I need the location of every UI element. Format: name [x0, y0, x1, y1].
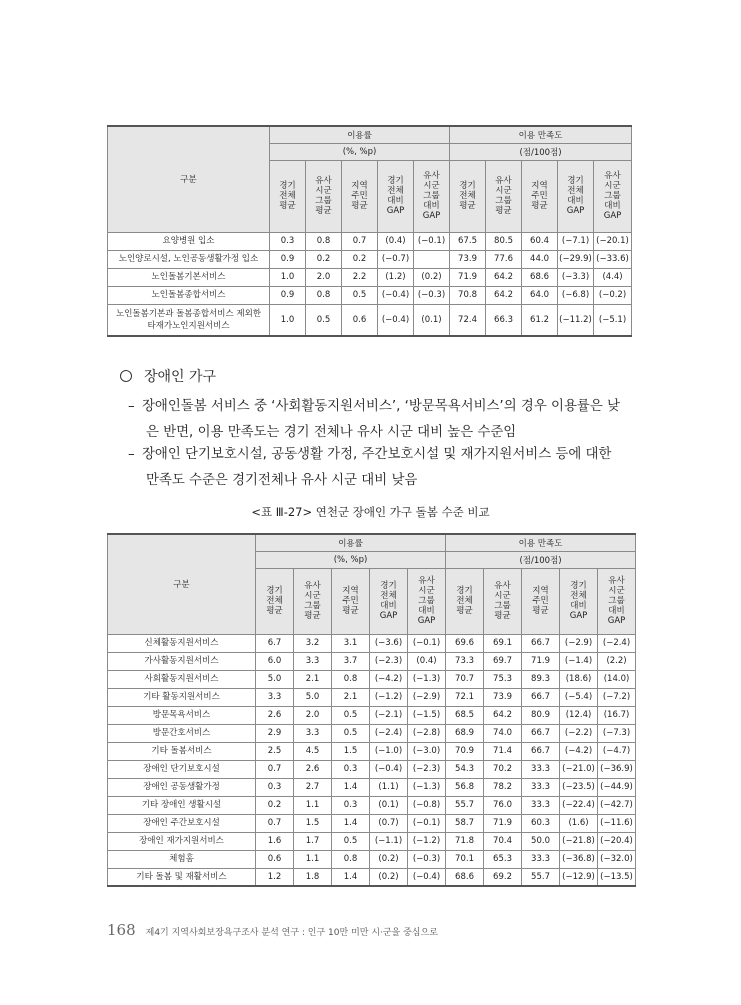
row-label: [108, 286, 270, 304]
table-cell: (−29.9): [558, 250, 594, 268]
row-label-text: 방문간호서비스: [152, 728, 211, 738]
circle-bullet-icon: [120, 370, 132, 382]
row-label: [108, 652, 256, 670]
table-cell: 1.7: [294, 832, 332, 850]
table-cell: 66.7: [522, 724, 560, 742]
table-cell: 64.2: [486, 268, 522, 286]
table-cell: (−0.3): [408, 850, 446, 868]
column-header: 유사 시군 그룹 평균: [484, 568, 522, 634]
table-cell: 0.7: [256, 814, 294, 832]
table-cell: (12.4): [560, 706, 598, 724]
table-cell: 0.8: [332, 670, 370, 688]
table-cell: 4.5: [294, 742, 332, 760]
table-cell: (0.2): [414, 268, 450, 286]
table-cell: (−2.9): [408, 688, 446, 706]
table-cell: 33.3: [522, 760, 560, 778]
bullet-line: 만족도 수준은 경기전체나 유사 시군 대비 낮음: [146, 473, 418, 488]
table-cell: 33.3: [522, 850, 560, 868]
header-usage-unit: (%, %p): [270, 143, 450, 160]
table-cell: 1.5: [294, 814, 332, 832]
table-cell: (−5.4): [560, 688, 598, 706]
table-cell: 55.7: [446, 796, 484, 814]
table-row: [108, 232, 632, 250]
table-cell: 1.0: [270, 268, 306, 286]
column-header: 경기 전체 평균: [256, 568, 294, 634]
table-cell: (−0.4): [378, 304, 414, 336]
table-cell: 1.1: [294, 796, 332, 814]
table-cell: (−4.2): [560, 742, 598, 760]
table-cell: (1.6): [560, 814, 598, 832]
table-cell: (−2.4): [598, 634, 636, 652]
row-label: [108, 742, 256, 760]
table-cell: (−1.2): [370, 688, 408, 706]
table-cell: 66.7: [522, 634, 560, 652]
table-cell: 70.8: [450, 286, 486, 304]
column-header: 유사 시군 그룹 대비 GAP: [408, 568, 446, 634]
table-cell: 66.3: [486, 304, 522, 336]
table-cell: 3.2: [294, 634, 332, 652]
table-cell: (0.4): [378, 232, 414, 250]
table-cell: (18.6): [560, 670, 598, 688]
table-cell: 0.3: [332, 760, 370, 778]
table-cell: 0.6: [256, 850, 294, 868]
table-cell: (−4.2): [370, 670, 408, 688]
table-cell: (−1.2): [408, 832, 446, 850]
table-cell: 69.6: [446, 634, 484, 652]
header-usage-unit: (%, %p): [256, 551, 446, 568]
row-label: [108, 850, 256, 868]
table-cell: 33.3: [522, 778, 560, 796]
table-cell: 61.2: [522, 304, 558, 336]
table-cell: 71.8: [446, 832, 484, 850]
table-cell: (−2.3): [370, 652, 408, 670]
column-header: 유사 시군 그룹 대비 GAP: [598, 568, 636, 634]
table-cell: 0.7: [256, 760, 294, 778]
table-cell: (−33.6): [594, 250, 632, 268]
table-cell: 2.1: [332, 688, 370, 706]
table-cell: 71.4: [484, 742, 522, 760]
footer-title: 제4기 지역사회보장욕구조사 분석 연구 : 인구 10만 미만 시·군을 중심으로: [145, 928, 438, 938]
row-label-text: 노인돌봄기본과 돌봄종합서비스 제외한 타재가노인지원서비스: [116, 308, 261, 331]
row-label-text: 장애인 주간보호시설: [143, 818, 220, 828]
header-satisfaction-unit: (점/100점): [450, 143, 632, 160]
table-cell: (−32.0): [598, 850, 636, 868]
column-header: 경기 전체 대비 GAP: [370, 568, 408, 634]
table-cell: [414, 250, 450, 268]
row-label: [108, 304, 270, 336]
table-cell: 73.9: [450, 250, 486, 268]
table-cell: 69.2: [484, 868, 522, 886]
table-cell: 0.5: [306, 304, 342, 336]
table-row: [108, 634, 636, 652]
table-cell: 0.8: [306, 232, 342, 250]
table-cell: (1.1): [370, 778, 408, 796]
page-footer: [107, 921, 438, 939]
table-cell: (−1.1): [370, 832, 408, 850]
table-cell: 2.0: [306, 268, 342, 286]
column-header: 경기 전체 평균: [446, 568, 484, 634]
table-cell: 0.5: [342, 286, 378, 304]
table-cell: 58.7: [446, 814, 484, 832]
table-row: [108, 652, 636, 670]
table-cell: 0.6: [342, 304, 378, 336]
table-cell: 0.5: [332, 724, 370, 742]
row-label: [108, 814, 256, 832]
dash-marker: –: [128, 399, 135, 414]
row-label: [108, 670, 256, 688]
section-heading: 장애인 가구: [120, 366, 216, 386]
table-cell: 64.2: [486, 286, 522, 304]
table-cell: 68.9: [446, 724, 484, 742]
column-header: 유사 시군 그룹 평균: [294, 568, 332, 634]
table-cell: 73.9: [484, 688, 522, 706]
table-row: [108, 268, 632, 286]
table-cell: 1.4: [332, 868, 370, 886]
table-cell: 0.8: [306, 286, 342, 304]
table-cell: 69.7: [484, 652, 522, 670]
table-cell: 2.5: [256, 742, 294, 760]
row-label-text: 가사활동지원서비스: [144, 656, 219, 666]
table-cell: 71.9: [522, 652, 560, 670]
table-cell: (−20.1): [594, 232, 632, 250]
column-header: 지역 주민 평균: [522, 160, 558, 232]
table-row: [108, 832, 636, 850]
row-label: [108, 688, 256, 706]
column-header: 경기 전체 대비 GAP: [378, 160, 414, 232]
table-cell: (−0.7): [378, 250, 414, 268]
row-label-text: 요양병원 입소: [162, 236, 215, 246]
table-cell: 5.0: [294, 688, 332, 706]
row-label: [108, 706, 256, 724]
table-cell: (−1.4): [560, 652, 598, 670]
row-label: [108, 778, 256, 796]
table-cell: (2.2): [598, 652, 636, 670]
table-row: [108, 724, 636, 742]
row-label: [108, 634, 256, 652]
table-cell: 0.3: [332, 796, 370, 814]
table-cell: (−36.9): [598, 760, 636, 778]
table-cell: 0.5: [332, 832, 370, 850]
table-cell: (4.4): [594, 268, 632, 286]
table-cell: 1.8: [294, 868, 332, 886]
table-cell: 60.3: [522, 814, 560, 832]
table-cell: 2.7: [294, 778, 332, 796]
header-usage: 이용률: [270, 126, 450, 143]
table-cell: (−36.8): [560, 850, 598, 868]
table-cell: 55.7: [522, 868, 560, 886]
elderly-care-table: [107, 125, 632, 337]
row-label: [108, 832, 256, 850]
table-cell: 1.4: [332, 778, 370, 796]
row-label: [108, 268, 270, 286]
table-cell: 70.9: [446, 742, 484, 760]
column-header: 유사 시군 그룹 대비 GAP: [594, 160, 632, 232]
table-cell: (−11.2): [558, 304, 594, 336]
table-cell: (−0.4): [370, 760, 408, 778]
table-cell: 66.7: [522, 688, 560, 706]
table-row: [108, 706, 636, 724]
table-cell: 72.4: [450, 304, 486, 336]
table-cell: 0.2: [306, 250, 342, 268]
table-cell: 80.9: [522, 706, 560, 724]
table-cell: 64.2: [484, 706, 522, 724]
header-group: 구분: [108, 126, 270, 232]
bullet-paragraph: [128, 442, 638, 494]
row-label: [108, 232, 270, 250]
table-row: [108, 250, 632, 268]
header-satisfaction: 이용 만족도: [450, 126, 632, 143]
table-cell: (−0.4): [378, 286, 414, 304]
table-cell: 0.2: [342, 250, 378, 268]
row-label: [108, 250, 270, 268]
table-cell: (−7.1): [558, 232, 594, 250]
table-cell: 80.5: [486, 232, 522, 250]
column-header: 경기 전체 대비 GAP: [558, 160, 594, 232]
table-row: [108, 742, 636, 760]
row-label: [108, 760, 256, 778]
table-cell: (−2.3): [408, 760, 446, 778]
row-label-text: 장애인 공동생활가정: [143, 782, 220, 792]
table-body: [108, 634, 636, 886]
table-cell: (−21.0): [560, 760, 598, 778]
table-cell: (−7.3): [598, 724, 636, 742]
table-cell: (−0.8): [408, 796, 446, 814]
table-cell: (−23.5): [560, 778, 598, 796]
table-cell: (−1.3): [408, 670, 446, 688]
table-cell: 2.6: [294, 760, 332, 778]
header-group: 구분: [108, 534, 256, 634]
row-label: [108, 724, 256, 742]
table-caption: <표 Ⅲ-27> 연천군 장애인 가구 돌봄 수준 비교: [251, 505, 490, 519]
table-cell: 3.3: [256, 688, 294, 706]
table-cell: (−44.9): [598, 778, 636, 796]
table-cell: 0.5: [332, 706, 370, 724]
table-cell: 78.2: [484, 778, 522, 796]
table-cell: (0.4): [408, 652, 446, 670]
table-cell: 67.5: [450, 232, 486, 250]
column-header: 지역 주민 평균: [332, 568, 370, 634]
row-label: [108, 796, 256, 814]
table-cell: (−2.4): [370, 724, 408, 742]
table-cell: 6.0: [256, 652, 294, 670]
row-label: [108, 868, 256, 886]
table-cell: 0.8: [332, 850, 370, 868]
table-cell: 68.6: [446, 868, 484, 886]
table-row: [108, 814, 636, 832]
bullet-paragraph: [128, 394, 638, 446]
column-header: 유사 시군 그룹 평균: [486, 160, 522, 232]
table-row: [108, 688, 636, 706]
table-cell: 75.3: [484, 670, 522, 688]
column-header: 지역 주민 평균: [342, 160, 378, 232]
row-label-text: 체험홈: [169, 854, 194, 864]
table-cell: 3.1: [332, 634, 370, 652]
table-cell: 70.4: [484, 832, 522, 850]
table-cell: 60.4: [522, 232, 558, 250]
table-cell: 2.1: [294, 670, 332, 688]
table-cell: 33.3: [522, 796, 560, 814]
table-cell: (−11.6): [598, 814, 636, 832]
bullet-line: 장애인돌봄 서비스 중 ‘사회활동지원서비스’, ‘방문목욕서비스’의 경우 이용률은 낮: [142, 399, 620, 414]
table-cell: (−21.8): [560, 832, 598, 850]
header-satisfaction-unit: (점/100점): [446, 551, 636, 568]
table-cell: 77.6: [486, 250, 522, 268]
table-cell: (−0.3): [414, 286, 450, 304]
table-cell: (0.2): [370, 850, 408, 868]
table-row: [108, 796, 636, 814]
table-cell: (14.0): [598, 670, 636, 688]
table-cell: (−5.1): [594, 304, 632, 336]
row-label-text: 노인돌봄종합서비스: [151, 290, 226, 300]
table-cell: 66.7: [522, 742, 560, 760]
header-satisfaction: 이용 만족도: [446, 534, 636, 551]
table-cell: (0.7): [370, 814, 408, 832]
row-label-text: 기타 돌봄서비스: [151, 746, 212, 756]
table-cell: (1.2): [378, 268, 414, 286]
table-cell: (−3.3): [558, 268, 594, 286]
table-cell: 1.1: [294, 850, 332, 868]
disabled-care-table: [107, 533, 636, 887]
table-cell: 44.0: [522, 250, 558, 268]
table-cell: 68.6: [522, 268, 558, 286]
table-cell: 69.1: [484, 634, 522, 652]
table-cell: (−2.8): [408, 724, 446, 742]
table-cell: 2.2: [342, 268, 378, 286]
row-label-text: 기타 장애인 생활시설: [141, 800, 222, 810]
table-cell: 71.9: [484, 814, 522, 832]
bullet-line: 장애인 단기보호시설, 공동생활 가정, 주간보호시설 및 재가지원서비스 등에 대한: [142, 447, 612, 462]
table-cell: 2.9: [256, 724, 294, 742]
table-cell: (−3.0): [408, 742, 446, 760]
table-cell: 0.3: [256, 778, 294, 796]
table-row: [108, 304, 632, 336]
table-cell: (0.1): [414, 304, 450, 336]
row-label-text: 사회활동지원서비스: [144, 674, 219, 684]
table-cell: (−2.2): [560, 724, 598, 742]
table-cell: (−2.1): [370, 706, 408, 724]
table-cell: (−2.9): [560, 634, 598, 652]
column-header: 지역 주민 평균: [522, 568, 560, 634]
table-cell: 64.0: [522, 286, 558, 304]
row-label-text: 기타 돌봄 및 재활서비스: [136, 871, 227, 882]
table-cell: (−6.8): [558, 286, 594, 304]
table-cell: 1.4: [332, 814, 370, 832]
header-usage: 이용률: [256, 534, 446, 551]
table-cell: (−0.1): [408, 814, 446, 832]
table-cell: (−3.6): [370, 634, 408, 652]
table-cell: 1.0: [270, 304, 306, 336]
table-cell: (−1.5): [408, 706, 446, 724]
table-cell: 6.7: [256, 634, 294, 652]
table-cell: (−12.9): [560, 868, 598, 886]
table-cell: 3.3: [294, 724, 332, 742]
table-cell: 65.3: [484, 850, 522, 868]
dash-marker: –: [128, 447, 135, 462]
column-header: 경기 전체 평균: [450, 160, 486, 232]
table-cell: 1.5: [332, 742, 370, 760]
table-cell: (−0.2): [594, 286, 632, 304]
table-cell: 50.0: [522, 832, 560, 850]
table-cell: 0.9: [270, 250, 306, 268]
table-row: [108, 760, 636, 778]
table-cell: 73.3: [446, 652, 484, 670]
table-cell: 74.0: [484, 724, 522, 742]
table-cell: 2.0: [294, 706, 332, 724]
table-cell: 68.5: [446, 706, 484, 724]
row-label-text: 기타 활동지원서비스: [143, 692, 220, 702]
table-cell: (0.2): [370, 868, 408, 886]
table-cell: 71.9: [450, 268, 486, 286]
table-cell: 1.2: [256, 868, 294, 886]
table-row: [108, 778, 636, 796]
table-cell: 0.3: [270, 232, 306, 250]
table-row: [108, 670, 636, 688]
table-cell: (−13.5): [598, 868, 636, 886]
row-label-text: 노인돌봄기본서비스: [151, 272, 226, 282]
column-header: 경기 전체 대비 GAP: [560, 568, 598, 634]
table-body: [108, 232, 632, 336]
row-label-text: 방문목욕서비스: [152, 710, 211, 720]
table-cell: (−42.7): [598, 796, 636, 814]
column-header: 유사 시군 그룹 평균: [306, 160, 342, 232]
table-cell: 3.3: [294, 652, 332, 670]
table-cell: (−22.4): [560, 796, 598, 814]
bullet-line: 은 반면, 이용 만족도는 경기 전체나 유사 시군 대비 높은 수준임: [146, 425, 517, 440]
table-cell: 70.2: [484, 760, 522, 778]
table-cell: 72.1: [446, 688, 484, 706]
table-row: [108, 286, 632, 304]
table-cell: (−1.0): [370, 742, 408, 760]
table-cell: (−0.1): [414, 232, 450, 250]
row-label-text: 장애인 단기보호시설: [143, 764, 220, 774]
table-cell: 5.0: [256, 670, 294, 688]
table-cell: (−4.7): [598, 742, 636, 760]
table-cell: (−20.4): [598, 832, 636, 850]
table-cell: 89.3: [522, 670, 560, 688]
column-header: 경기 전체 평균: [270, 160, 306, 232]
table-row: [108, 868, 636, 886]
table-cell: 0.7: [342, 232, 378, 250]
table-cell: (−7.2): [598, 688, 636, 706]
table-cell: 76.0: [484, 796, 522, 814]
table-cell: 1.6: [256, 832, 294, 850]
table-cell: 0.2: [256, 796, 294, 814]
table-cell: 2.6: [256, 706, 294, 724]
table-cell: (−0.4): [408, 868, 446, 886]
column-header: 유사 시군 그룹 대비 GAP: [414, 160, 450, 232]
table-cell: 3.7: [332, 652, 370, 670]
table-cell: (−1.3): [408, 778, 446, 796]
table-cell: (−0.1): [408, 634, 446, 652]
table-cell: 70.1: [446, 850, 484, 868]
page-number: 168: [107, 921, 136, 939]
table-cell: 0.9: [270, 286, 306, 304]
table-cell: 54.3: [446, 760, 484, 778]
table-cell: (0.1): [370, 796, 408, 814]
table-cell: (16.7): [598, 706, 636, 724]
row-label-text: 신체활동지원서비스: [144, 638, 219, 648]
table-cell: 56.8: [446, 778, 484, 796]
table-row: [108, 850, 636, 868]
row-label-text: 장애인 재가지원서비스: [139, 836, 224, 846]
row-label-text: 노인양로시설, 노인공동생활가정 입소: [118, 254, 259, 264]
table-cell: 70.7: [446, 670, 484, 688]
